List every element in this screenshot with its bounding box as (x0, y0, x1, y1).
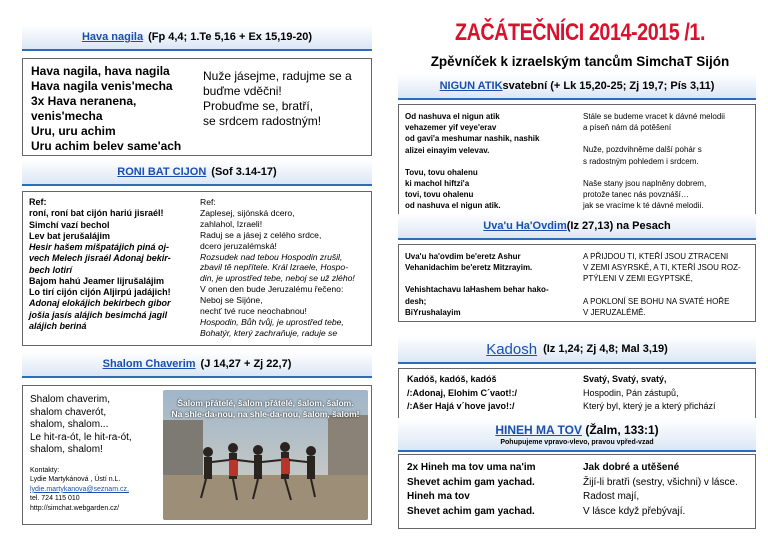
hava-nagila-translation (203, 69, 352, 129)
lyric-line: shalom chaverót, (30, 406, 107, 418)
nigun-atik-title[interactable]: NIGUN ATIK (439, 80, 503, 92)
lyric-line: Uru achim belev same'ach (31, 139, 182, 153)
hineh-ma-tov-ref: (Žalm, 133:1) (581, 422, 659, 437)
lyric-line: Uva'u ha'ovdim be'eretz Ashur (405, 252, 521, 261)
right-page (384, 0, 768, 543)
lyric-line: vehazemer yif veye'erav (405, 123, 497, 133)
translation-line: buďme vděčni! (203, 84, 282, 98)
shalom-chaverim-title[interactable]: Shalom Chaverim (102, 358, 196, 370)
hineh-ma-tov-note: Pohupujeme vpravo-vlevo, pravou vpřed-vzad (500, 438, 654, 446)
lyric-line: Od nashuva el nigun atik (405, 112, 500, 121)
translation-line: V lásce když přebývají. (583, 505, 686, 517)
kadosh-box (398, 368, 756, 420)
lyric-line: vech Melech jisraél Adonaj bekir- (29, 253, 171, 264)
translation-line: zbavil tě nepřítele. Král Izraele, Hospo- (200, 262, 349, 273)
translation-spacer (583, 167, 755, 178)
translation-line: Žijí-li bratři (sestry, všichni) v lásce. (583, 476, 738, 488)
shalom-chaverim-box (22, 385, 372, 525)
translation-line: Radost mají, (583, 491, 640, 502)
kadosh-translation (583, 373, 755, 414)
translation-line: Naše stany jsou naplněny dobrem, (583, 178, 707, 188)
page-title: ZAČÁTEČNÍCI 2014-2015 /1. (454, 19, 706, 46)
lyric-line: roní, roní bat cijón hariú jisraél! (29, 208, 164, 219)
lyric-line: ki machol hiftzi'a (405, 178, 470, 188)
hava-nagila-ref: (Fp 4,4; 1.Te 5,16 + Ex 15,19-20) (148, 31, 313, 43)
translation-line: V ZEMI ASYRSKÉ, A TI, KTEŘÍ JSOU ROZ- (583, 263, 741, 273)
uvau-box (398, 244, 756, 322)
lyric-line: /:Ašer Hajá v´hove javo!:/ (407, 401, 515, 411)
translation-line: A PŘIJDOU TI, KTEŘÍ JSOU ZTRACENI (583, 252, 729, 261)
translation-line: Rozsudek nad tebou Hospodin zrušil, (200, 251, 343, 262)
hava-nagila-lyrics (31, 64, 181, 154)
lyric-line: od nashuva el nigun atik. (405, 201, 501, 211)
kadosh-title[interactable]: Kadosh (486, 340, 538, 358)
translation-line: Nuže jásejme, radujme se a (203, 69, 352, 83)
translation-line: a píseň nám dá potěšení (583, 123, 672, 133)
kadosh-ref: (Iz 1,24; Zj 4,8; Mal 3,19) (543, 343, 668, 355)
lyric-line: Hineh ma tov (407, 491, 470, 502)
contacts-label: Kontakty: (30, 467, 60, 474)
shalom-chaverim-ref: (J 14,27 + Zj 22,7) (200, 358, 292, 370)
lyric-line: alizei einayim velevav. (405, 145, 490, 155)
lyric-line: 2x Hineh ma tov uma na'im (407, 462, 536, 473)
roni-bat-cijon-ref: (Sof 3.14-17) (211, 166, 277, 178)
uvau-ref: (Iz 27,13) na Pesach (566, 220, 671, 232)
translation-line: din, je uprostřed tebe, neboj se už zlého! (200, 273, 355, 284)
translation-line: Stále se budeme vracet k dávné melodii (583, 112, 725, 121)
translation-line: A POKLONÍ SE BOHU NA SVATÉ HOŘE (583, 296, 730, 306)
shalom-chaverim-header (22, 352, 372, 378)
translation-line: se srdcem radostným! (203, 114, 322, 128)
photo-caption-line: Šalom přátelé, šalom přátelé, šalom, šalom. (177, 398, 354, 408)
lyric-line: Uru, uru achim (31, 124, 116, 138)
hava-nagila-box (22, 58, 372, 156)
translation-line: Jak dobré a utěšené (583, 462, 680, 473)
translation-spacer (583, 133, 755, 144)
translation-line: PTÝLENI V ZEMI EGYPTSKÉ, (583, 274, 693, 284)
translation-line: Hospodin, Bůh tvůj, je uprostřed tebe, (200, 316, 344, 327)
contact-phone: tel. 724 115 010 (30, 495, 80, 503)
translation-line: zahlahol, Izraeli! (200, 218, 263, 229)
kadosh-lyrics (407, 373, 577, 414)
translation-line: Bohatýr, který zachraňuje, raduje se (200, 327, 338, 338)
uvau-header (398, 214, 756, 240)
lyric-line: od gavi'a meshumar nashik, nashik (405, 134, 540, 144)
translation-line: Probuďme se, bratří, (203, 99, 314, 113)
translation-line: protože tanec nás povznáší… (583, 189, 689, 199)
hineh-ma-tov-title[interactable]: HINEH MA TOV (495, 422, 582, 437)
translation-spacer (583, 285, 755, 296)
shalom-chaverim-lyrics (30, 394, 132, 457)
nigun-atik-box (398, 104, 756, 220)
lyric-line: Shevet achim gam yachad. (407, 476, 535, 488)
uvau-title[interactable]: Uva'u Ha'Ovdim (483, 220, 567, 232)
translation-line: Zaplesej, sijónská dcero, (200, 207, 295, 218)
lyric-line: Tovu, tovu ohalenu (405, 167, 478, 177)
roni-bat-cijon-title[interactable]: RONI BAT CIJON (117, 166, 207, 178)
lyric-line: shalom, shalom! (30, 444, 103, 455)
dancers-photo (163, 390, 368, 520)
contact-email-link[interactable]: lydie.martykanova@seznam.cz, (30, 485, 129, 493)
lyric-line: 3x Hava neranena, (31, 94, 137, 108)
lyric-line: shalom, shalom... (30, 419, 109, 430)
lyric-line: tovi, tovu ohalenu (405, 190, 474, 200)
translation-line: Svatý, Svatý, svatý, (583, 374, 667, 384)
translation-line: Nuže, pozdvihněme další pohár s (583, 145, 702, 155)
roni-bat-cijon-translation (200, 197, 372, 339)
uvau-translation (583, 251, 755, 318)
contacts (30, 466, 129, 513)
lyric-spacer (405, 156, 573, 167)
hineh-ma-tov-translation (583, 461, 755, 519)
lyric-line: desh; (405, 296, 427, 306)
translation-line: Raduj se a jásej z celého srdce, (200, 229, 322, 240)
lyric-line: Vehanidachim be'eretz Mitzrayim. (405, 263, 533, 273)
translation-line: Ref: (200, 197, 216, 207)
lyric-line: Le hit-ra-ót, le hit-ra-ót, (30, 431, 132, 443)
hineh-ma-tov-heading (495, 423, 658, 437)
lyric-line: Ref: (29, 197, 47, 207)
lyric-line: Hesir hašem mišpatájich piná oj- (29, 242, 170, 252)
hava-nagila-title[interactable]: Hava nagila (81, 31, 144, 43)
lyric-line: /:Adonaj, Elohim C´vaot!:/ (407, 387, 517, 398)
lyric-line: Vehishtachavu laHashem behar hako- (405, 285, 549, 295)
nigun-atik-ref: svatební (+ Lk 15,20-25; Zj 19,7; Pís 3,11) (502, 80, 715, 92)
lyric-line: Adonaj elokájich bekirbech gibor (29, 298, 171, 309)
translation-line: nechť tvé ruce neochabnou! (200, 306, 307, 317)
lyric-line: Shalom chaverim, (30, 394, 111, 405)
lyric-spacer (405, 273, 575, 284)
roni-bat-cijon-box (22, 191, 372, 346)
contact-name: Lydie Martykánová , Ústí n.L. (30, 476, 121, 484)
lyric-line: venis'mecha (31, 109, 103, 123)
roni-bat-cijon-lyrics (29, 197, 194, 332)
hineh-ma-tov-box (398, 454, 756, 529)
uvau-lyrics (405, 251, 575, 318)
photo-caption-line: Na shle-da-nou, na shle-da-nou, šalom, šalom! (171, 409, 360, 420)
kadosh-header (398, 336, 756, 364)
nigun-atik-lyrics (405, 111, 573, 212)
hineh-ma-tov-header (398, 418, 756, 452)
nigun-atik-translation (583, 111, 755, 211)
translation-line: V JERUZALÉMĚ. (583, 307, 646, 317)
translation-line: Neboj se Sijóne, (200, 295, 263, 306)
translation-line: s radostným pohledem i srdcem. (583, 156, 699, 166)
translation-line: V onen den bude Jeruzalému řečeno: (200, 284, 344, 295)
lyric-line: Simchí vazí bechol (29, 219, 110, 230)
lyric-line: Lev bat jerušalájim (29, 230, 111, 241)
hineh-ma-tov-lyrics (407, 461, 577, 519)
hava-nagila-header (22, 25, 372, 51)
contact-web: http://simchat.webgarden.cz/ (30, 504, 120, 512)
lyric-line: Kadóš, kadóš, kadóš (407, 374, 497, 384)
photo-caption (163, 398, 368, 420)
lyric-line: Hava nagila venis'mecha (31, 79, 173, 93)
lyric-line: BiYrushalayim (405, 307, 461, 317)
roni-bat-cijon-header (22, 160, 372, 186)
translation-line: Který byl, který je a který přichází (583, 401, 716, 411)
lyric-line: Hava nagila, hava nagila (31, 64, 170, 78)
lyric-line: alájich beriná (29, 320, 87, 331)
lyric-line: Lo tirí cijón cijón Aljirpú jadájich! (29, 287, 171, 297)
translation-line: jak se vracíme k té dávné melodii. (583, 201, 704, 211)
lyric-line: jošia jasís alájich besimchá jagil (29, 309, 168, 320)
translation-line: dcero jeruzalémská! (200, 240, 277, 251)
translation-line: Hospodin, Pán zástupů, (583, 387, 679, 398)
lyric-line: bech lotirí (29, 264, 73, 275)
lyric-line: Shevet achim gam yachad. (407, 505, 535, 517)
page-subtitle: Zpěvníček k izraelským tancům SimchaT Sijón (430, 54, 730, 69)
lyric-line: Bajom hahú Jeamer lijrušalájim (29, 275, 165, 286)
nigun-atik-header (398, 74, 756, 100)
